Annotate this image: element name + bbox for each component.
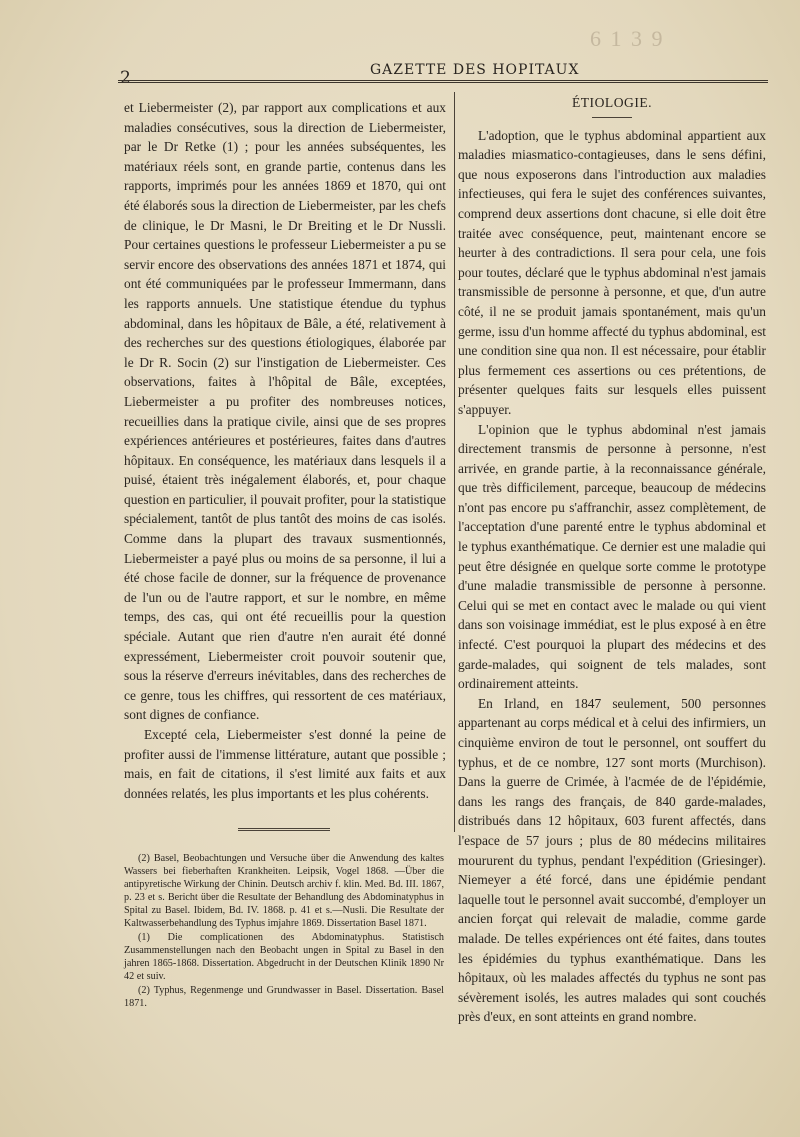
column-divider: [454, 92, 455, 832]
footnote-1: (2) Basel, Beobachtungen und Versuche über die Anwendung des kaltes Wassers bei fieberhaften Krankheiten. Leipsik, Vogel 1868. —Über die antipyretische Wirkung der Chinin. Deutsch archiv f. klin. Med. Bd. III. 1867, p. 23 et s. Bericht über die Resultate der Behandlung des Abdominatyphus in Spital zu Basel. Ibidem, Bd. IV. 1868. p. 41 et s.—Nusli. Die Resultate der Kaltwasserbehandlung des Typhus imjahre 1869. Dissertation Basel 1871.: [124, 853, 444, 929]
footnote-2: (1) Die complicationen des Abdominatyphus. Statistisch Zusammenstellungen nach den Beobacht ungen in Spital zu Basel in den jahren 1865-1868. Dissertation. Abgedrucht in der Deutschen Klinik 1890 Nr 42 et suiv.: [124, 932, 444, 982]
page-number: 2: [120, 68, 131, 88]
faded-stamp: 6 1 3 9: [590, 26, 665, 51]
running-title: GAZETTE DES HOPITAUX: [370, 62, 580, 78]
right-column: [458, 93, 766, 1027]
footnotes: [124, 852, 444, 1010]
left-paragraph-1: et Liebermeister (2), par rapport aux complications et aux maladies consécutives, sous la direction de Liebermeister, par le Dr Retke (1) ; pour les années subséquentes, les matériaux réels sont, en grande partie, contenus dans les rapports, imprimés pour les années 1869 et 1870, qui ont été élaborés sous la direction de Liebermeister, par les chefs de clinique, le Dr Masni, le Dr Breiting et le Dr Nussli. Pour certaines questions le professeur Liebermeister a pu se servir encore des observations des années 1871 et 1874, qui ont été communiquées par le professeur Immermann, dans les rapports annuels. Une statistique étendue du typhus abdominal, dans les hôpitaux de Bâle, a été, relativement à des recherches sur des questions étiologiques, élaborée par le Dr R. Socin (2) sur l'instigation de Liebermeister. Ces observations, faites à l'hôpital de Bâle, exceptées, Liebermeister a pu profiter des nombreuses notices, recueillies dans la pratique civile, ainsi que de ses propres expériences antérieures et postérieures, faites dans d'autres hôpitaux. En conséquence, les matériaux dans lesquels il a puisé, étaient très inégalement élaborés, et, pour chaque question en particulier, il pouvait profiter, pour la statistique spécialement, tantôt de plus tantôt des moins de cas isolés. Comme dans la plupart des travaux susmentionnés, Liebermeister a payé plus ou moins de sa personne, il lui a été chose facile de donner, sur la fréquence de provenance de l'un ou de l'autre rapport, et sur le nombre, en même temps, des cas, qui ont été recueillis pour la question spéciale. Autant que rien d'autre n'en aurait été donné expressément, Liebermeister croit pouvoir soutenir que, sous la réserve d'erreurs inévitables, dans des recherches de ce genre, tous les chiffres, qui ressortent de ces matériaux, sont dignes de confiance.: [124, 100, 446, 723]
right-paragraph-2: L'opinion que le typhus abdominal n'est jamais directement transmis de personne à personne, n'est arrivée, en grande partie, à la reconnaissance générale, que très difficilement, parceque, beaucoup de médecins n'ont pas encore pu s'affranchir, assez complètement, de l'acceptation d'une parenté entre le typhus abdominal et le typhus exanthématique. Ce dernier est une maladie qui peut être désignée en quelque sorte comme le prototype d'une maladie transmissible de personne à personne. Celui qui se met en contact avec le malade ou qui vient dans son voisinage immédiat, est le plus exposé à en être infecté. C'est pourquoi la plupart des médecins et des garde-malades, qui soignent de tels malades, sont ordinairement atteints.: [458, 421, 766, 692]
section-heading: ÉTIOLOGIE.: [571, 95, 653, 110]
footnote-separator: [238, 828, 330, 831]
left-paragraph-2: Excepté cela, Liebermeister s'est donné la peine de profiter aussi de l'immense littérature, autant que possible ; mais, en fait de citations, il s'est limité aux faits et aux données relatés, les plus importants et les plus cohérents.: [124, 727, 446, 801]
heading-rule: [592, 117, 632, 118]
footnote-3: (2) Typhus, Regenmenge und Grundwasser in Basel. Dissertation. Basel 1871.: [124, 985, 444, 1009]
header-rule: [118, 80, 768, 83]
right-paragraph-1: L'adoption, que le typhus abdominal appartient aux maladies miasmatico-contagieuses, dans le sens défini, que nous exposerons dans l'introduction aux maladies infectieuses, qui fera le sujet des conférences suivantes, comprend deux assertions dont chacune, si elle doit être traitée avec conséquence, peut, maintenant encore se heurter à des contradictions. Il sera pour cela, une fois pour toutes, déclaré que le typhus abdominal n'est jamais transmissible de personne à personne, et que, d'un autre côté, il ne se produit jamais spontanément, mais qu'un germe, issu d'un homme affecté du typhus abdominal, est une condition sine qua non. Il est nécessaire, pour établir plus fermement ces assertions ou ces prétentions, de présenter quelques faits sur lesquels elles puissent s'appuyer.: [458, 127, 766, 417]
left-column: [124, 98, 446, 803]
right-paragraph-3: En Irland, en 1847 seulement, 500 personnes appartenant au corps médical et à celui des infirmiers, un cinquième environ de tout le personnel, ont souffert du typhus, et de ce nombre, 127 sont morts (Murchison). Dans la guerre de Crimée, à l'acmée de de l'épidémie, dans les rangs des français, de 840 garde-malades, distribués dans 12 hôpitaux, 603 furent affectés, dans l'espace de 57 jours ; plus de 80 médecins militaires moururent du typhus, pendant l'expédition (Griesinger). Niemeyer a été forcé, dans une épidémie pendant laquelle tout le personnel avait succombé, d'employer un ancien forçat qui relevait de maladie, comme garde malade. De telles expériences ont été faites, dans toutes les épidémies du typhus exanthématique. Dans les hôpitaux, où les malades affectés du typhus ne sont pas sévèrement isolés, les autres malades qui sont couchés près d'eux, en sont atteints en grand nombre.: [458, 695, 766, 1025]
